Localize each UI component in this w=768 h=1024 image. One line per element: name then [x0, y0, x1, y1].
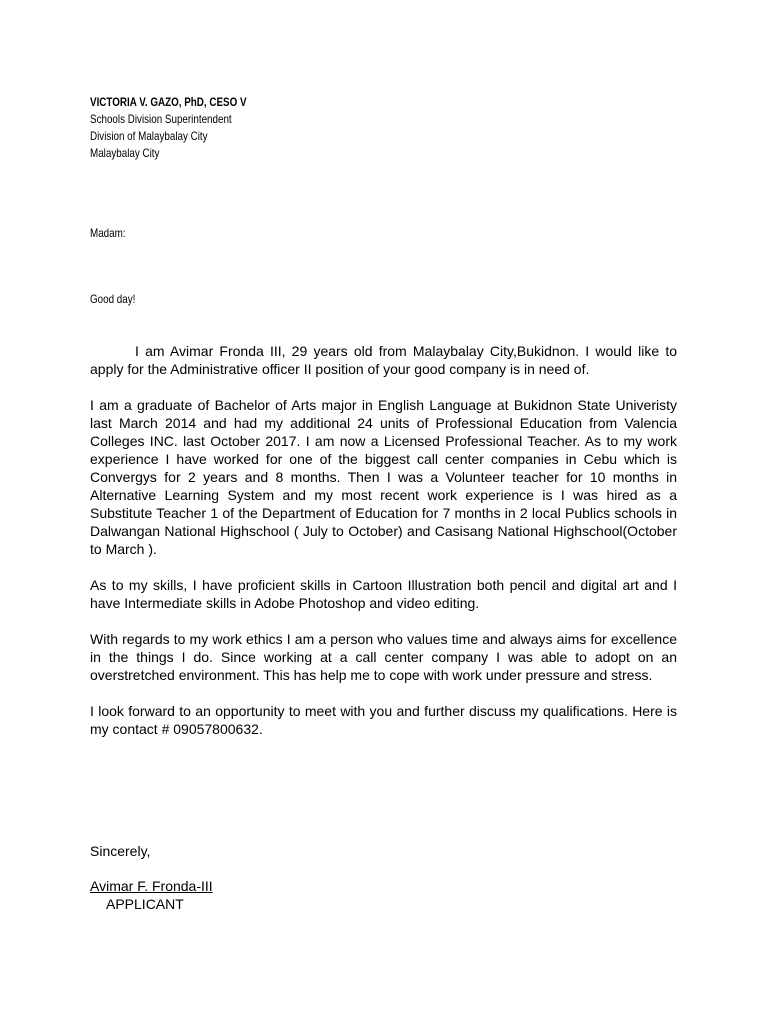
- paragraph-work-ethics: With regards to my work ethics I am a person who values time and always aims for excellence in the things I do. Since working at a call center company I was able to adopt on an overstretched environment. This has help me to cope with work under pressure and stress.: [90, 631, 677, 683]
- paragraph-education-experience: I am a graduate of Bachelor of Arts major in English Language at Bukidnon State Univeristy last March 2014 and had my additional 24 units of Professional Education from Valencia Colleges INC. last October 2017. I am now a Licensed Professional Teacher. As to my work experience I have worked for one of the biggest call center companies in Cebu which is Convergys for 2 years and 8 months. Then I was a Volunteer teacher for 10 months in Alternative Learning System and my most recent work experience is I was hired as a Substitute Teacher 1 of the Department of Education for 7 months in 2 local Publics schools in Dalwangan National Highschool ( July to October) and Casisang National Highschool(October to March ).: [90, 397, 677, 557]
- signature-title: APPLICANT: [106, 896, 184, 912]
- letter-body: [90, 342, 677, 756]
- signature-block: [90, 877, 213, 913]
- signature-name: Avimar F. Fronda-III: [90, 878, 213, 894]
- greeting: Good day!: [90, 292, 136, 306]
- paragraph-introduction: I am Avimar Fronda III, 29 years old from Malaybalay City,Bukidnon. I would like to apply for the Administrative officer II position of your good company is in need of.: [90, 343, 677, 377]
- recipient-title: Schools Division Superintendent: [90, 112, 232, 126]
- recipient-division: Division of Malaybalay City: [90, 129, 208, 143]
- recipient-name: VICTORIA V. GAZO, PhD, CESO V: [90, 95, 247, 109]
- recipient-city: Malaybalay City: [90, 146, 160, 160]
- recipient-block: [90, 94, 247, 162]
- paragraph-skills: As to my skills, I have proficient skills in Cartoon Illustration both pencil and digital art and I have Intermediate skills in Adobe Photoshop and video editing.: [90, 577, 677, 611]
- closing: Sincerely,: [90, 843, 151, 859]
- salutation: Madam:: [90, 226, 126, 240]
- paragraph-contact: I look forward to an opportunity to meet with you and further discuss my qualifications. Here is my contact # 09057800632.: [90, 703, 677, 737]
